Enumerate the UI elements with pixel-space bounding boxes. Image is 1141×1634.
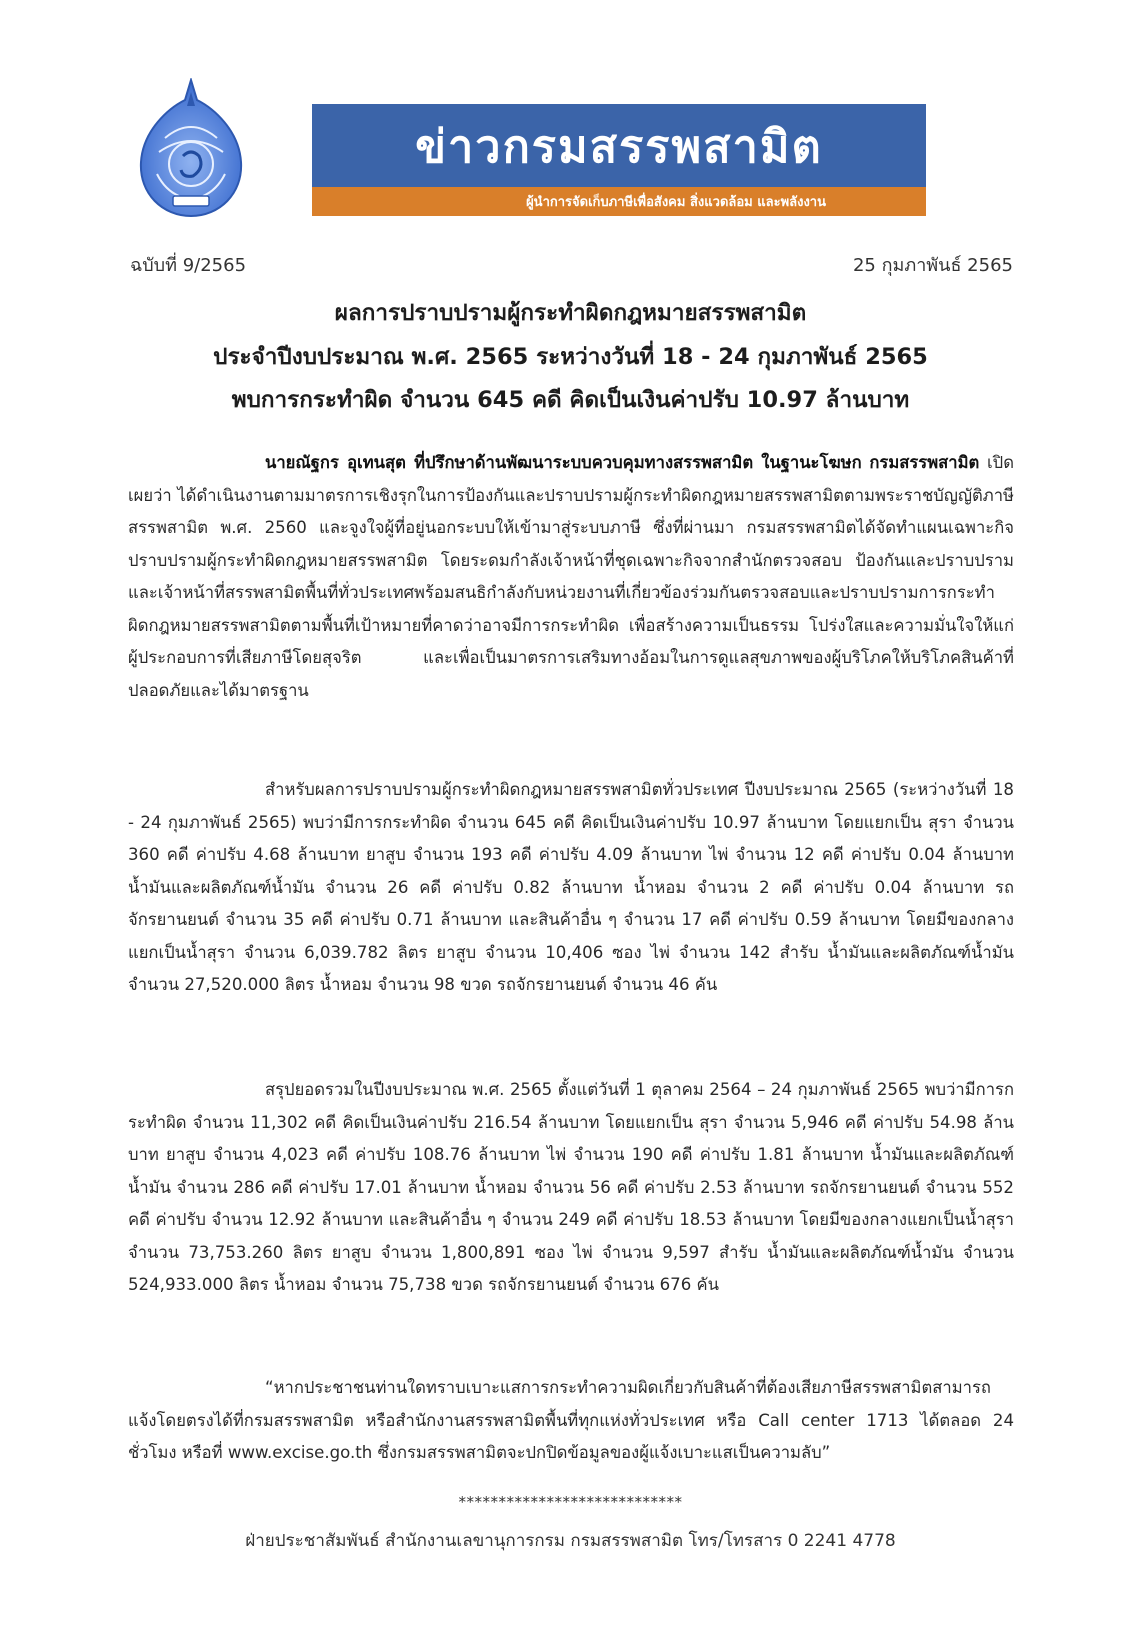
issue-date: 25 กุมภาพันธ์ 2565 [852,255,1013,276]
news-banner [312,104,926,216]
paragraph-1-text: เปิดเผยว่า ได้ดำเนินงานตามมาตรการเชิงรุกในการป้องกันและปราบปรามผู้กระทำผิดกฎหมายสรรพสามิตตามพระราชบัญญัติภาษีสรรพสามิต พ.ศ. 2560 และจูงใจผู้ที่อยู่นอกระบบให้เข้ามาสู่ระบบภาษี ซึ่งที่ผ่านมา กรมสรรพสามิตได้จัดทำแผนเฉพาะกิจปราบปรามผู้กระทำผิดกฎหมายสรรพสามิต โดยระดมกำลังเจ้าหน้าที่ชุดเฉพาะกิจจากสำนักตรวจสอบ ป้องกันและปราบปราม และเจ้าหน้าที่สรรพสามิตพื้นที่ทั่วประเทศพร้อมสนธิกำลังกับหน่วยงานที่เกี่ยวข้องร่วมกันตรวจสอบและปราบปรามการกระทำผิดกฎหมายสรรพสามิตตามพื้นที่เป้าหมายที่คาดว่าอาจมีการกระทำผิด เพื่อสร้างความเป็นธรรม โปร่งใสและความมั่นใจให้แก่ผู้ประกอบการที่เสียภาษีโดยสุจริต และเพื่อเป็นมาตรการเสริมทางอ้อมในการดูแลสุขภาพของผู้บริโภคให้บริโภคสินค้าที่ปลอดภัยและได้มาตรฐาน [128,453,1014,700]
body-paragraph-2: สำหรับผลการปราบปรามผู้กระทำผิดกฎหมายสรรพสามิตทั่วประเทศ ปีงบประมาณ 2565 (ระหว่างวันที่ 18 - 24 กุมภาพันธ์ 2565) พบว่ามีการกระทำผิด จำนวน 645 คดี คิดเป็นเงินค่าปรับ 10.97 ล้านบาท โดยแยกเป็น สุรา จำนวน 360 คดี ค่าปรับ 4.68 ล้านบาท ยาสูบ จำนวน 193 คดี ค่าปรับ 4.09 ล้านบาท ไพ่ จำนวน 12 คดี ค่าปรับ 0.04 ล้านบาท น้ำมันและผลิตภัณฑ์น้ำมัน จำนวน 26 คดี ค่าปรับ 0.82 ล้านบาท น้ำหอม จำนวน 2 คดี ค่าปรับ 0.04 ล้านบาท รถจักรยานยนต์ จำนวน 35 คดี ค่าปรับ 0.71 ล้านบาท และสินค้าอื่น ๆ จำนวน 17 คดี ค่าปรับ 0.59 ล้านบาท โดยมีของกลางแยกเป็นน้ำสุรา จำนวน 6,039.782 ลิตร ยาสูบ จำนวน 10,406 ซอง ไพ่ จำนวน 142 สำรับ น้ำมันและผลิตภัณฑ์น้ำมัน จำนวน 27,520.000 ลิตร น้ำหอม จำนวน 98 ขวด รถจักรยานยนต์ จำนวน 46 คัน [128,780,1014,994]
excise-department-seal-logo [135,78,247,220]
headline-line-1: ผลการปราบปรามผู้กระทำผิดกฎหมายสรรพสามิต [334,300,807,326]
headline-line-2: ประจำปีงบประมาณ พ.ศ. 2565 ระหว่างวันที่ 18 - 24 กุมภาพันธ์ 2565 [213,344,928,370]
headline-line-3: พบการกระทำผิด จำนวน 645 คดี คิดเป็นเงินค่าปรับ 10.97 ล้านบาท [231,387,910,413]
banner-title: ข่าวกรมสรรพสามิต [415,119,823,173]
banner-subtitle: ผู้นำการจัดเก็บภาษีเพื่อสังคม สิ่งแวดล้อม และพลังงาน [526,195,826,210]
spokesperson-name: นายณัฐกร อุเทนสุต ที่ปรึกษาด้านพัฒนาระบบควบคุมทางสรรพสามิต ในฐานะโฆษก [265,453,862,472]
issue-number: ฉบับที่ 9/2565 [130,255,247,276]
body-paragraph-3: สรุปยอดรวมในปีงบประมาณ พ.ศ. 2565 ตั้งแต่วันที่ 1 ตุลาคม 2564 – 24 กุมภาพันธ์ 2565 พบว่ามีการกระทำผิด จำนวน 11,302 คดี คิดเป็นเงินค่าปรับ 216.54 ล้านบาท โดยแยกเป็น สุรา จำนวน 5,946 คดี ค่าปรับ 54.98 ล้านบาท ยาสูบ จำนวน 4,023 คดี ค่าปรับ 108.76 ล้านบาท ไพ่ จำนวน 190 คดี ค่าปรับ 1.81 ล้านบาท น้ำมันและผลิตภัณฑ์น้ำมัน จำนวน 286 คดี ค่าปรับ 17.01 ล้านบาท น้ำหอม จำนวน 56 คดี ค่าปรับ 2.53 ล้านบาท รถจักรยานยนต์ จำนวน 552 คดี ค่าปรับ จำนวน 12.92 ล้านบาท และสินค้าอื่น ๆ จำนวน 249 คดี ค่าปรับ 18.53 ล้านบาท โดยมีของกลางแยกเป็นน้ำสุรา จำนวน 73,753.260 ลิตร ยาสูบ จำนวน 1,800,891 ซอง ไพ่ จำนวน 9,597 สำรับ น้ำมันและผลิตภัณฑ์น้ำมัน จำนวน 524,933.000 ลิตร น้ำหอม จำนวน 75,738 ขวด รถจักรยานยนต์ จำนวน 676 คัน [128,1080,1014,1294]
body-paragraph-4: “หากประชาชนท่านใดทราบเบาะแสการกระทำความผิดเกี่ยวกับสินค้าที่ต้องเสียภาษีสรรพสามิตสามารถแจ้งโดยตรงได้ที่กรมสรรพสามิต หรือสำนักงานสรรพสามิตพื้นที่ทุกแห่งทั่วประเทศ หรือ Call center 1713 ได้ตลอด 24 ชั่วโมง หรือที่ www.excise.go.th ซึ่งกรมสรรพสามิตจะปกปิดข้อมูลของผู้แจ้งเบาะแสเป็นความลับ” [128,1378,1014,1462]
banner-title-band [312,104,926,187]
footer-contact: ฝ่ายประชาสัมพันธ์ สำนักงานเลขานุการกรม กรมสรรพสามิต โทร/โทรสาร 0 2241 4778 [245,1531,896,1551]
body-paragraph-1 [128,447,1014,707]
separator-stars: **************************** [458,1493,683,1511]
banner-subtitle-band [312,187,926,216]
department-name: กรมสรรพสามิต [869,453,980,472]
